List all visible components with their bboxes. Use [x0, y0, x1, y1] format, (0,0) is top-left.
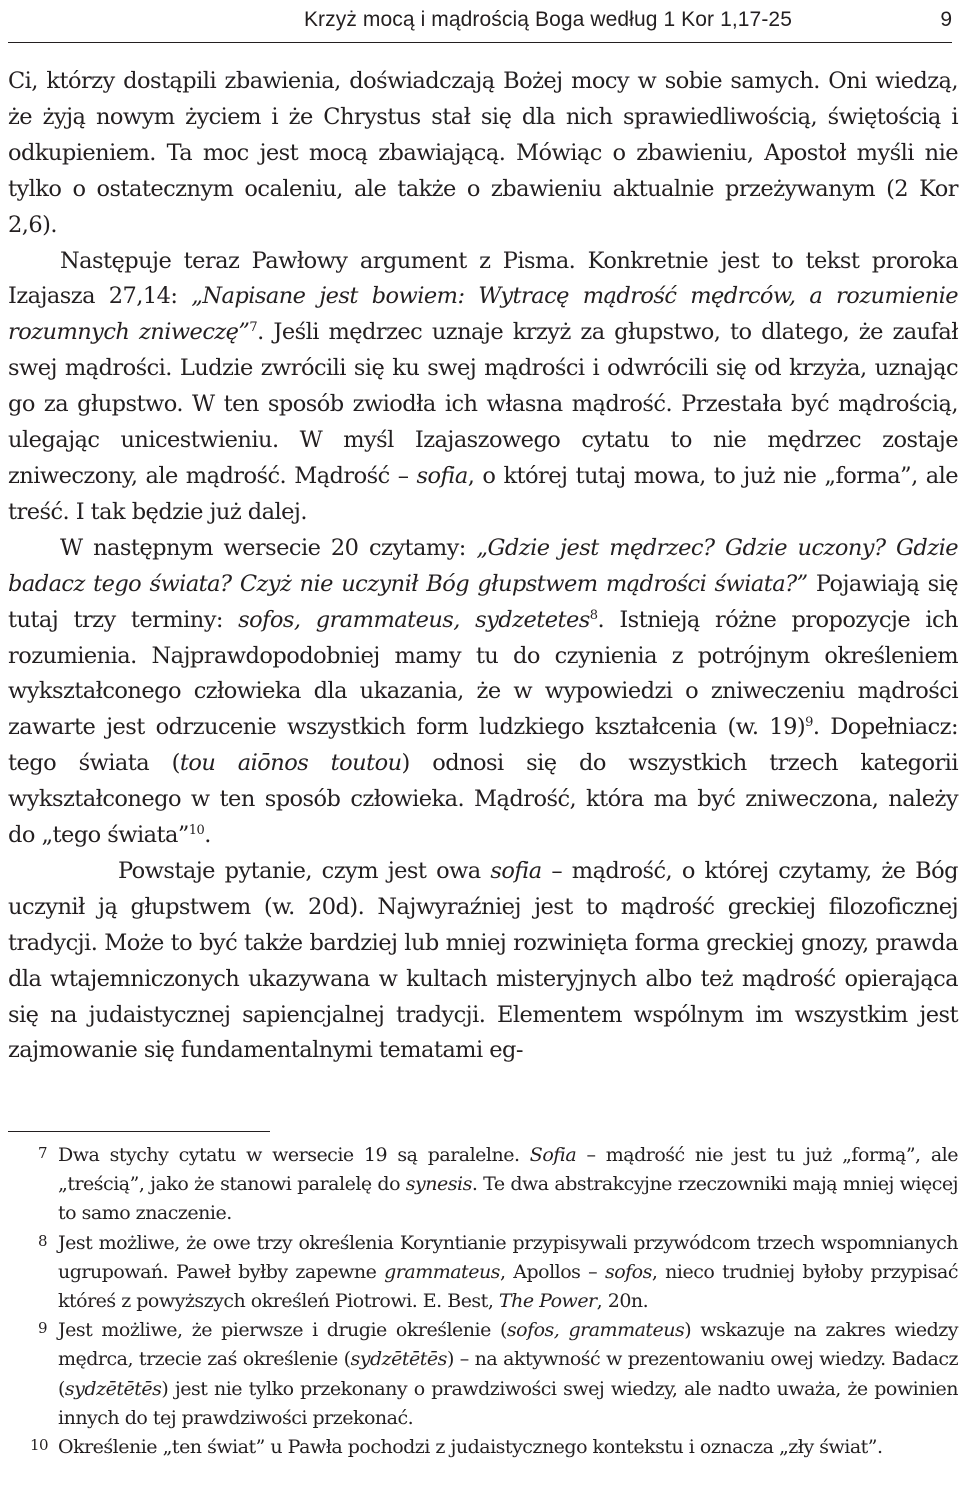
- text-span: . Te dwa abstrakcyjne rzeczowniki mają mniej więcej to samo znaczenie.: [58, 1173, 958, 1225]
- text-span: ) wskazuje na zakres wiedzy mędrca, trzecie zaś określenie (: [58, 1319, 959, 1371]
- text-span: Jest możliwe, że owe trzy określenia Koryntianie przypisywali przywódcom trzech wspomnianych ugrupowań. Paweł byłby zapewne: [58, 1231, 958, 1283]
- footnote-ref-7: 7: [249, 320, 258, 336]
- footnote-text: Określenie „ten świat” u Pawła pochodzi z judaistycznego kontekstu i oznacza „zły świat”.: [58, 1436, 883, 1459]
- text-span: Dwa stychy cytatu w wersecie 19 są paralelne.: [58, 1144, 530, 1166]
- text-span: . Istnieją różne propozycje ich rozumienia. Najprawdopodobniej mamy tu do czynienia z potrójnym określeniem wykształconego człowieka dla ukazania, że w wypowiedzi o zniweczeniu mądrości zawarte jest odrzucenie wszystkich form ludzkiego kształcenia (w. 19): [8, 606, 958, 741]
- term-sydzetetes: sydzētētēs: [350, 1348, 447, 1371]
- term-sydzetetes: sydzētētēs: [64, 1377, 162, 1400]
- paragraph-4: [8, 854, 958, 1069]
- greek-genitive: tou aiōnos toutou: [179, 750, 402, 777]
- text-span: Jest możliwe, że pierwsze i drugie określenie (: [58, 1319, 507, 1342]
- footnote-7: [8, 1141, 958, 1229]
- term-grammateus: grammateus: [384, 1260, 500, 1283]
- verse-20-quote: „Gdzie jest mędrzec? Gdzie uczony? Gdzie badacz tego świata? Czyż nie uczynił Bóg głupstwem mądrości świata?”: [8, 534, 958, 597]
- text-span: . Jeśli mędrzec uznaje krzyż za głupstwo, to dlatego, że zaufał swej mądrości. Ludzie zwrócili się ku swej mądrości i odwrócili się od krzyża, uznając go za głupstwo. W ten sposób zwiodła ich własna mądrość. Przestała być mądrością, ulegając unicestwieniu. W myśl Izajaszowego cytatu to nie mędrzec zostaje zniweczony, ale mądrość. Mądrość –: [8, 319, 958, 489]
- running-title: Krzyż mocą i mądrością Boga według 1 Kor 1,17-25: [303, 8, 792, 31]
- footnote-number: 7: [38, 1144, 48, 1162]
- paragraph-3: [8, 531, 958, 854]
- footnote-text: [58, 1229, 958, 1317]
- footnote-ref-8: 8: [589, 607, 598, 623]
- footnote-8: [8, 1229, 958, 1317]
- greek-terms: sofos, grammateus, sydzetetes: [238, 606, 590, 633]
- text-span: , Apollos –: [499, 1260, 605, 1283]
- footnote-rule: [8, 1131, 270, 1132]
- header-rule: [8, 42, 952, 43]
- footnote-text: [58, 1316, 958, 1433]
- paragraph-2: [8, 244, 958, 531]
- text-span: Ci, którzy dostąpili zbawienia, doświadczają Bożej mocy w sobie samych. Oni wiedzą, że żyją nowym życiem i że Chrystus stał się dla nich sprawiedliwością, świętością i odkupieniem. Ta moc jest mocą zbawiającą. Mówiąc o zbawieniu, Apostoł myśli nie tylko o ostatecznym ocaleniu, ale także o zbawieniu aktualnie przeżywanym (2 Kor 2,6).: [8, 68, 958, 238]
- text-span: Powstaje pytanie, czym jest owa: [118, 857, 491, 884]
- footnote-number: 9: [38, 1319, 48, 1338]
- footnote-9: [8, 1316, 958, 1433]
- text-span: ) odnosi się do wszystkich trzech kategorii wykształconego w ten sposób człowieka. Mądrość, która ma być zniweczona, należy do „tego świata”: [8, 750, 958, 849]
- text-span: ) jest nie tylko przekonany o prawdziwości swej wiedzy, ale nadto uważa, że powinien innych do tej prawdziwości przekonać.: [58, 1377, 958, 1429]
- text-span: . Dopełniacz: tego świata (: [8, 714, 958, 777]
- text-span: , o której tutaj mowa, to już nie „forma”, ale treść. I tak będzie już dalej.: [8, 462, 958, 525]
- text-span: – mądrość nie jest tu już „formą”, ale „treścią”, jako że stanowi paralelę do: [58, 1144, 958, 1196]
- text-span: W następnym wersecie 20 czytamy:: [60, 534, 477, 561]
- text-span: Następuje teraz Pawłowy argument z Pisma. Konkretnie jest to tekst proroka Izajasza 27,14:: [8, 247, 958, 310]
- footnote-ref-9: 9: [805, 715, 813, 731]
- footnote-number: 8: [38, 1231, 48, 1250]
- page-number: 9: [940, 8, 952, 31]
- footnote-text: [58, 1141, 958, 1229]
- term-sofia: sofia: [416, 462, 468, 489]
- term-synesis: synesis: [405, 1173, 472, 1196]
- footnote-number: 10: [30, 1436, 49, 1455]
- footnotes: [8, 1141, 958, 1462]
- greek-terms: sofos, grammateus: [506, 1319, 685, 1342]
- book-title: The Power: [498, 1290, 597, 1313]
- running-header: [8, 2, 952, 38]
- isaiah-quote: „Napisane jest bowiem: Wytracę mądrość mędrców, a rozumienie rozumnych zniweczę”: [8, 283, 958, 346]
- term-sofia: Sofia: [529, 1144, 577, 1166]
- footnote-10: [8, 1433, 958, 1462]
- text-span: Pojawiają się tutaj trzy terminy:: [8, 570, 958, 633]
- text-span: ) – na aktywność w prezentowaniu owej wiedzy. Badacz (: [58, 1348, 958, 1400]
- text-span: .: [204, 822, 211, 849]
- text-span: , 20n.: [596, 1290, 649, 1313]
- text-span: – mądrość, o której czytamy, że Bóg uczynił ją głupstwem (w. 20d). Najwyraźniej jest to mądrość greckiej filozoficznej tradycji. Może to być także bardziej lub mniej rozwinięta forma greckiej gnozy, prawda dla wtajemniczonych ukazywana w kultach misteryjnych albo też mądrość opierająca się na judaistycznej sapiencjalnej tradycji. Elementem wspólnym im wszystkim jest zajmowanie się fundamentalnymi tematami eg-: [8, 857, 958, 1064]
- term-sofos: sofos: [604, 1260, 652, 1283]
- footnote-ref-10: 10: [188, 823, 205, 839]
- main-text: [8, 64, 958, 1069]
- term-sofia: sofia: [490, 857, 542, 884]
- text-span: , nieco trudniej byłoby przypisać któreś z powyższych określeń Piotrowi. E. Best,: [58, 1260, 958, 1313]
- paragraph-1: [8, 64, 958, 244]
